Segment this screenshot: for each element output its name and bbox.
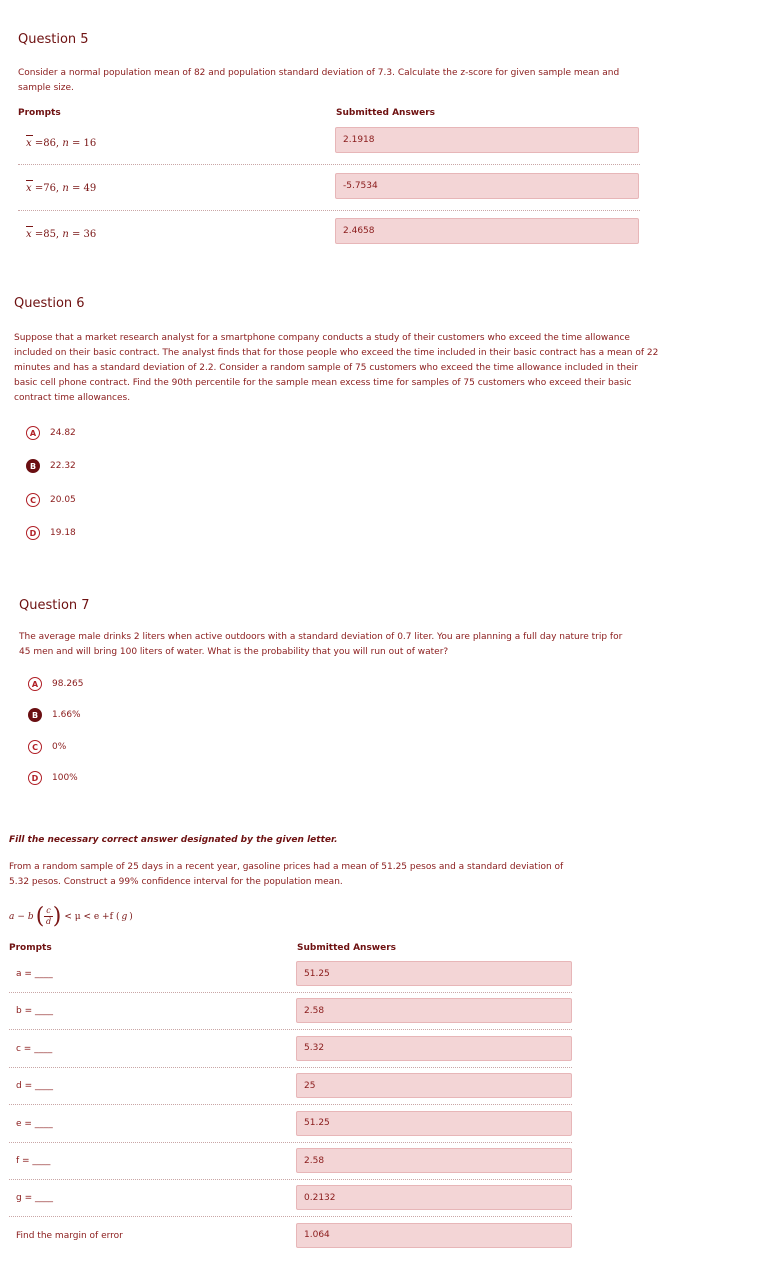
q8-prompt-1: a = ____ — [16, 969, 53, 979]
q5-prompt-2: x =76, n = 49 — [26, 183, 97, 194]
row-divider — [9, 992, 572, 993]
q8-prompt-2: b = ____ — [16, 1006, 53, 1017]
question-7-text: The average male drinks 2 liters when active outdoors with a standard deviation of 0.7 liter. You are planning a full day nature trip for 45 men and will bring 100 liters of water. What is the probability that you will run out of water? — [19, 632, 623, 657]
q6-option-c[interactable]: C 20.05 — [26, 493, 76, 507]
q8-answer-1[interactable]: 51.25 — [296, 961, 572, 986]
q7-option-a[interactable]: A 98.265 — [28, 677, 84, 691]
x-bar-symbol: x — [26, 229, 32, 240]
x-bar-symbol: x — [26, 138, 32, 149]
q7-option-b[interactable]: B 1.66% — [28, 708, 81, 722]
row-divider — [9, 1179, 572, 1180]
option-letter-a: A — [26, 426, 40, 440]
q6-option-a[interactable]: A 24.82 — [26, 426, 76, 440]
x-bar-symbol: x — [26, 183, 32, 194]
row-divider — [9, 1142, 572, 1143]
q5-answer-1[interactable]: 2.1918 — [335, 127, 639, 153]
q6-option-d[interactable]: D 19.18 — [26, 526, 76, 540]
row-divider — [9, 1029, 572, 1030]
option-letter-d: D — [26, 526, 40, 540]
q7-option-d[interactable]: D 100% — [28, 771, 78, 785]
q5-prompts-header: Prompts — [18, 108, 61, 118]
q8-prompt-6: f = ____ — [16, 1156, 51, 1166]
question-6-title: Question 6 — [14, 296, 85, 311]
q8-prompt-8: Find the margin of error — [16, 1230, 123, 1241]
q5-answer-2[interactable]: -5.7534 — [335, 173, 639, 199]
q8-prompt-3: c = ____ — [16, 1043, 53, 1054]
option-letter-c: C — [26, 493, 40, 507]
q8-answer-2[interactable]: 2.58 — [296, 998, 572, 1023]
q8-instruction: Fill the necessary correct answer designated by the given letter. — [9, 835, 338, 845]
row-divider — [9, 1067, 572, 1068]
q8-answer-7[interactable]: 0.2132 — [296, 1185, 572, 1210]
q8-answer-8[interactable]: 1.064 — [296, 1223, 572, 1248]
option-letter-a: A — [28, 677, 42, 691]
q5-answers-header: Submitted Answers — [336, 108, 436, 118]
option-letter-b-selected: B — [28, 708, 42, 722]
q8-text: From a random sample of 25 days in a recent year, gasoline prices had a mean of 51.25 pesos and a standard deviation of 5.32 pesos. Construct a 99% confidence interval for the population mean. — [9, 862, 564, 887]
q8-answers-header: Submitted Answers — [297, 943, 397, 953]
option-letter-d: D — [28, 771, 42, 785]
right-paren: ) — [52, 904, 62, 929]
q8-answer-3[interactable]: 5.32 — [296, 1036, 572, 1061]
q8-prompt-4: d = ____ — [16, 1081, 53, 1092]
left-paren: ( — [35, 904, 45, 929]
ci-formula: a − b ( $\frac{c}{d}$ ) < μ < e +f ( g ) — [9, 904, 133, 929]
fraction: $\frac{c}{d}$ — [45, 906, 52, 926]
q5-prompt-3: x =85, n = 36 — [26, 229, 97, 240]
q8-prompt-5: e = ____ — [16, 1118, 53, 1129]
row-divider — [9, 1104, 572, 1105]
q5-answer-3[interactable]: 2.4658 — [335, 218, 639, 244]
q8-prompts-header: Prompts — [9, 943, 52, 953]
q8-answer-5[interactable]: 51.25 — [296, 1111, 572, 1136]
option-letter-c: C — [28, 740, 42, 754]
row-divider — [18, 164, 640, 165]
q6-option-b[interactable]: B 22.32 — [26, 459, 76, 473]
q7-option-c[interactable]: C 0% — [28, 740, 66, 754]
q8-answer-4[interactable]: 25 — [296, 1073, 572, 1098]
question-6-text: Suppose that a market research analyst for a smartphone company conducts a study of their customers who exceed the time allowance included on their basic contract. The analyst finds that for those people who exceed the time included in their basic contract has a mean of 22 minutes and has a standard deviation of 2.2. Consider a random sample of 75 customers who exceed the time allowance included in their basic cell phone contract. Find the 90th percentile for the sample mean excess time for samples of 75 customers who exceed their basic contract time allowances. — [14, 333, 659, 403]
q5-prompt-1: x =86, n = 16 — [26, 138, 97, 149]
question-5-title: Question 5 — [18, 32, 89, 47]
question-7-title: Question 7 — [19, 598, 90, 613]
question-5-text: Consider a normal population mean of 82 and population standard deviation of 7.3. Calculate the z-score for given sample mean and sample size. — [18, 68, 620, 93]
q8-prompt-7: g = ____ — [16, 1193, 53, 1204]
row-divider — [9, 1216, 572, 1217]
option-letter-b-selected: B — [26, 459, 40, 473]
q8-answer-6[interactable]: 2.58 — [296, 1148, 572, 1173]
row-divider — [18, 210, 640, 211]
